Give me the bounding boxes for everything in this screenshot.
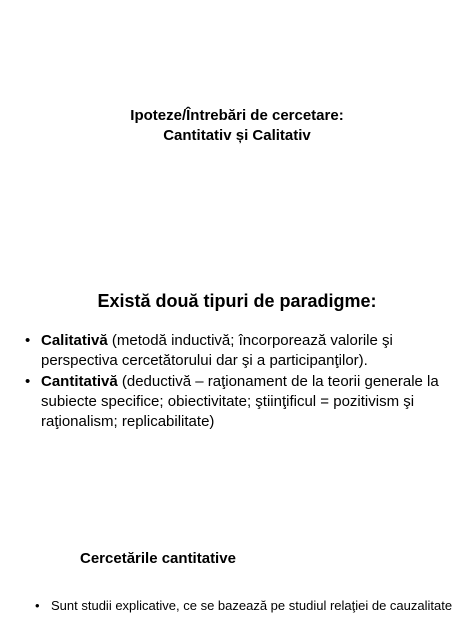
title-line-2: Cantitativ și Calitativ (163, 127, 311, 144)
description-explanatory-studies: Sunt studii explicative, ce se bazează pe studiul relaţiei de cauzalitate (51, 598, 453, 613)
quantitative-research-list (35, 597, 455, 614)
bullet-icon: • (25, 332, 31, 349)
term-quantitative: Cantitativă (41, 373, 118, 390)
list-item-qualitative (25, 331, 455, 371)
slide-title-paradigms: Există două tipuri de paradigme: (97, 291, 377, 311)
slide-title-hypotheses (0, 106, 474, 146)
bullet-icon: • (25, 373, 31, 390)
paradigm-list (25, 331, 455, 433)
bullet-icon: • (35, 598, 40, 613)
title-line-1: Ipoteze/Întrebări de cercetare: (130, 107, 344, 124)
slide-title-quantitative-research: Cercetările cantitative (80, 550, 236, 567)
description-qualitative: (metodă inductivă; încorporează valorile şi perspectiva cercetătorului dar şi a participanţilor). (41, 332, 393, 369)
term-qualitative: Calitativă (41, 332, 108, 349)
description-quantitative: (deductivă – raţionament de la teorii generale la subiecte specifice; obiectivitate; ştiinţificul = pozitivism şi raţionalism; replicabilitate) (41, 373, 439, 430)
list-item-explanatory-studies (35, 597, 455, 614)
list-item-quantitative (25, 372, 455, 432)
